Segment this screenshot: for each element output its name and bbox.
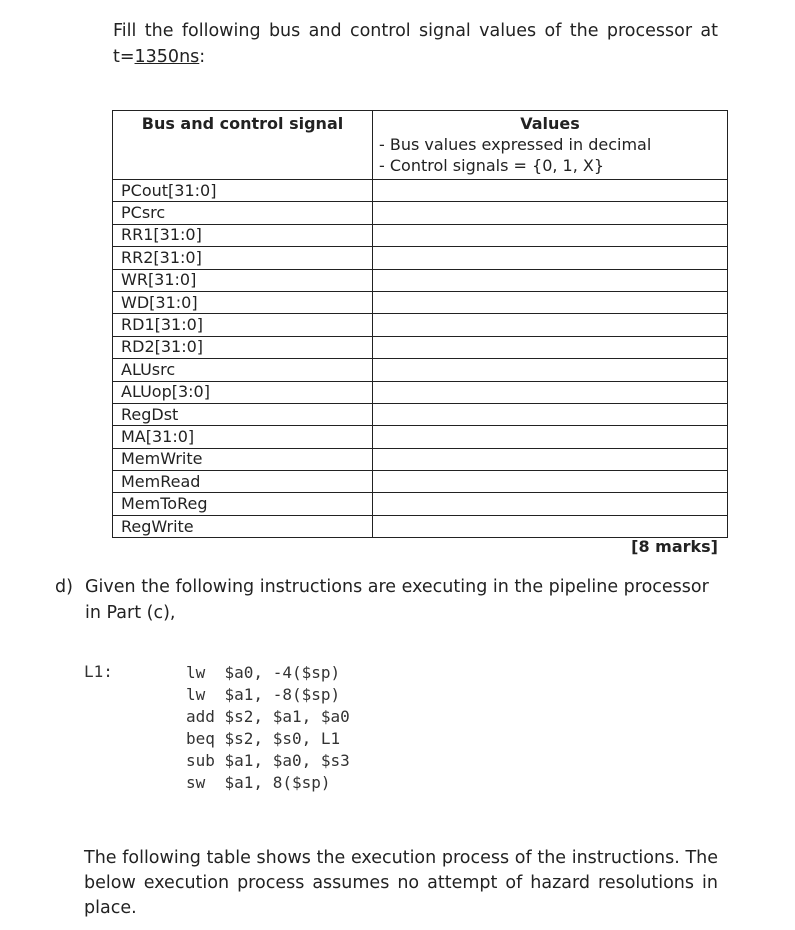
- values-note: - Control signals = {0, 1, X}: [379, 156, 605, 175]
- table-row: [113, 202, 728, 224]
- header-signal: Bus and control signal: [113, 111, 373, 180]
- code-lines: [186, 662, 350, 794]
- table-row: [113, 247, 728, 269]
- signal-name: PCout[31:0]: [113, 180, 373, 202]
- signal-table: [112, 110, 728, 538]
- part-d-question: [55, 574, 718, 626]
- signal-value-cell[interactable]: [373, 471, 728, 493]
- signal-value-cell[interactable]: [373, 247, 728, 269]
- code-line: add $s2, $a1, $a0: [186, 707, 350, 726]
- code-line: sub $a1, $a0, $s3: [186, 751, 350, 770]
- signal-name: RR2[31:0]: [113, 247, 373, 269]
- signal-name: MemRead: [113, 471, 373, 493]
- signal-value-cell[interactable]: [373, 359, 728, 381]
- signal-value-cell[interactable]: [373, 202, 728, 224]
- header-values-notes: [373, 134, 727, 176]
- signal-name: PCsrc: [113, 202, 373, 224]
- signal-value-cell[interactable]: [373, 314, 728, 336]
- intro-time: 1350ns: [134, 47, 200, 67]
- table-row: [113, 448, 728, 470]
- question-intro: [113, 18, 718, 70]
- intro-text: Fill the following bus and control signal values of the processor at t=: [113, 21, 718, 67]
- signal-name: RD2[31:0]: [113, 336, 373, 358]
- signal-name: ALUop[3:0]: [113, 381, 373, 403]
- table-row: [113, 314, 728, 336]
- code-line: beq $s2, $s0, L1: [186, 729, 341, 748]
- table-row: [113, 403, 728, 425]
- signal-value-cell[interactable]: [373, 403, 728, 425]
- header-values-title: Values: [520, 114, 580, 133]
- part-d-text: Given the following instructions are executing in the pipeline processor in Part (c),: [85, 577, 709, 623]
- signal-value-cell[interactable]: [373, 291, 728, 313]
- signal-value-cell[interactable]: [373, 515, 728, 537]
- signal-name: WR[31:0]: [113, 269, 373, 291]
- signal-value-cell[interactable]: [373, 426, 728, 448]
- outro-text: The following table shows the execution process of the instructions. The below execution process assumes no attempt of hazard resolutions in place.: [84, 848, 718, 918]
- signal-value-cell[interactable]: [373, 269, 728, 291]
- table-row: [113, 269, 728, 291]
- code-line: lw $a0, -4($sp): [186, 663, 341, 682]
- code-line: sw $a1, 8($sp): [186, 773, 331, 792]
- signal-value-cell[interactable]: [373, 180, 728, 202]
- table-row: [113, 359, 728, 381]
- table-header-row: [113, 111, 728, 180]
- signal-value-cell[interactable]: [373, 336, 728, 358]
- signal-value-cell[interactable]: [373, 448, 728, 470]
- signal-name: RegWrite: [113, 515, 373, 537]
- signal-value-cell[interactable]: [373, 381, 728, 403]
- values-note: - Bus values expressed in decimal: [379, 135, 652, 154]
- signal-name: RD1[31:0]: [113, 314, 373, 336]
- table-row: [113, 426, 728, 448]
- table-row: [113, 336, 728, 358]
- signal-name: ALUsrc: [113, 359, 373, 381]
- signal-name: MemToReg: [113, 493, 373, 515]
- signal-name: RR1[31:0]: [113, 224, 373, 246]
- table-row: [113, 224, 728, 246]
- header-values: [373, 111, 728, 180]
- signal-name: WD[31:0]: [113, 291, 373, 313]
- code-label: L1:: [84, 662, 113, 681]
- signal-name: MemWrite: [113, 448, 373, 470]
- table-row: [113, 471, 728, 493]
- code-line: lw $a1, -8($sp): [186, 685, 341, 704]
- table-row: [113, 381, 728, 403]
- table-row: [113, 180, 728, 202]
- table-row: [113, 515, 728, 537]
- intro-colon: :: [199, 47, 206, 67]
- signal-table-body: [113, 180, 728, 538]
- signal-name: MA[31:0]: [113, 426, 373, 448]
- table-row: [113, 291, 728, 313]
- table-row: [113, 493, 728, 515]
- part-d-label: d): [55, 577, 73, 597]
- signal-value-cell[interactable]: [373, 493, 728, 515]
- signal-name: RegDst: [113, 403, 373, 425]
- signal-value-cell[interactable]: [373, 224, 728, 246]
- marks-label: [8 marks]: [631, 537, 718, 556]
